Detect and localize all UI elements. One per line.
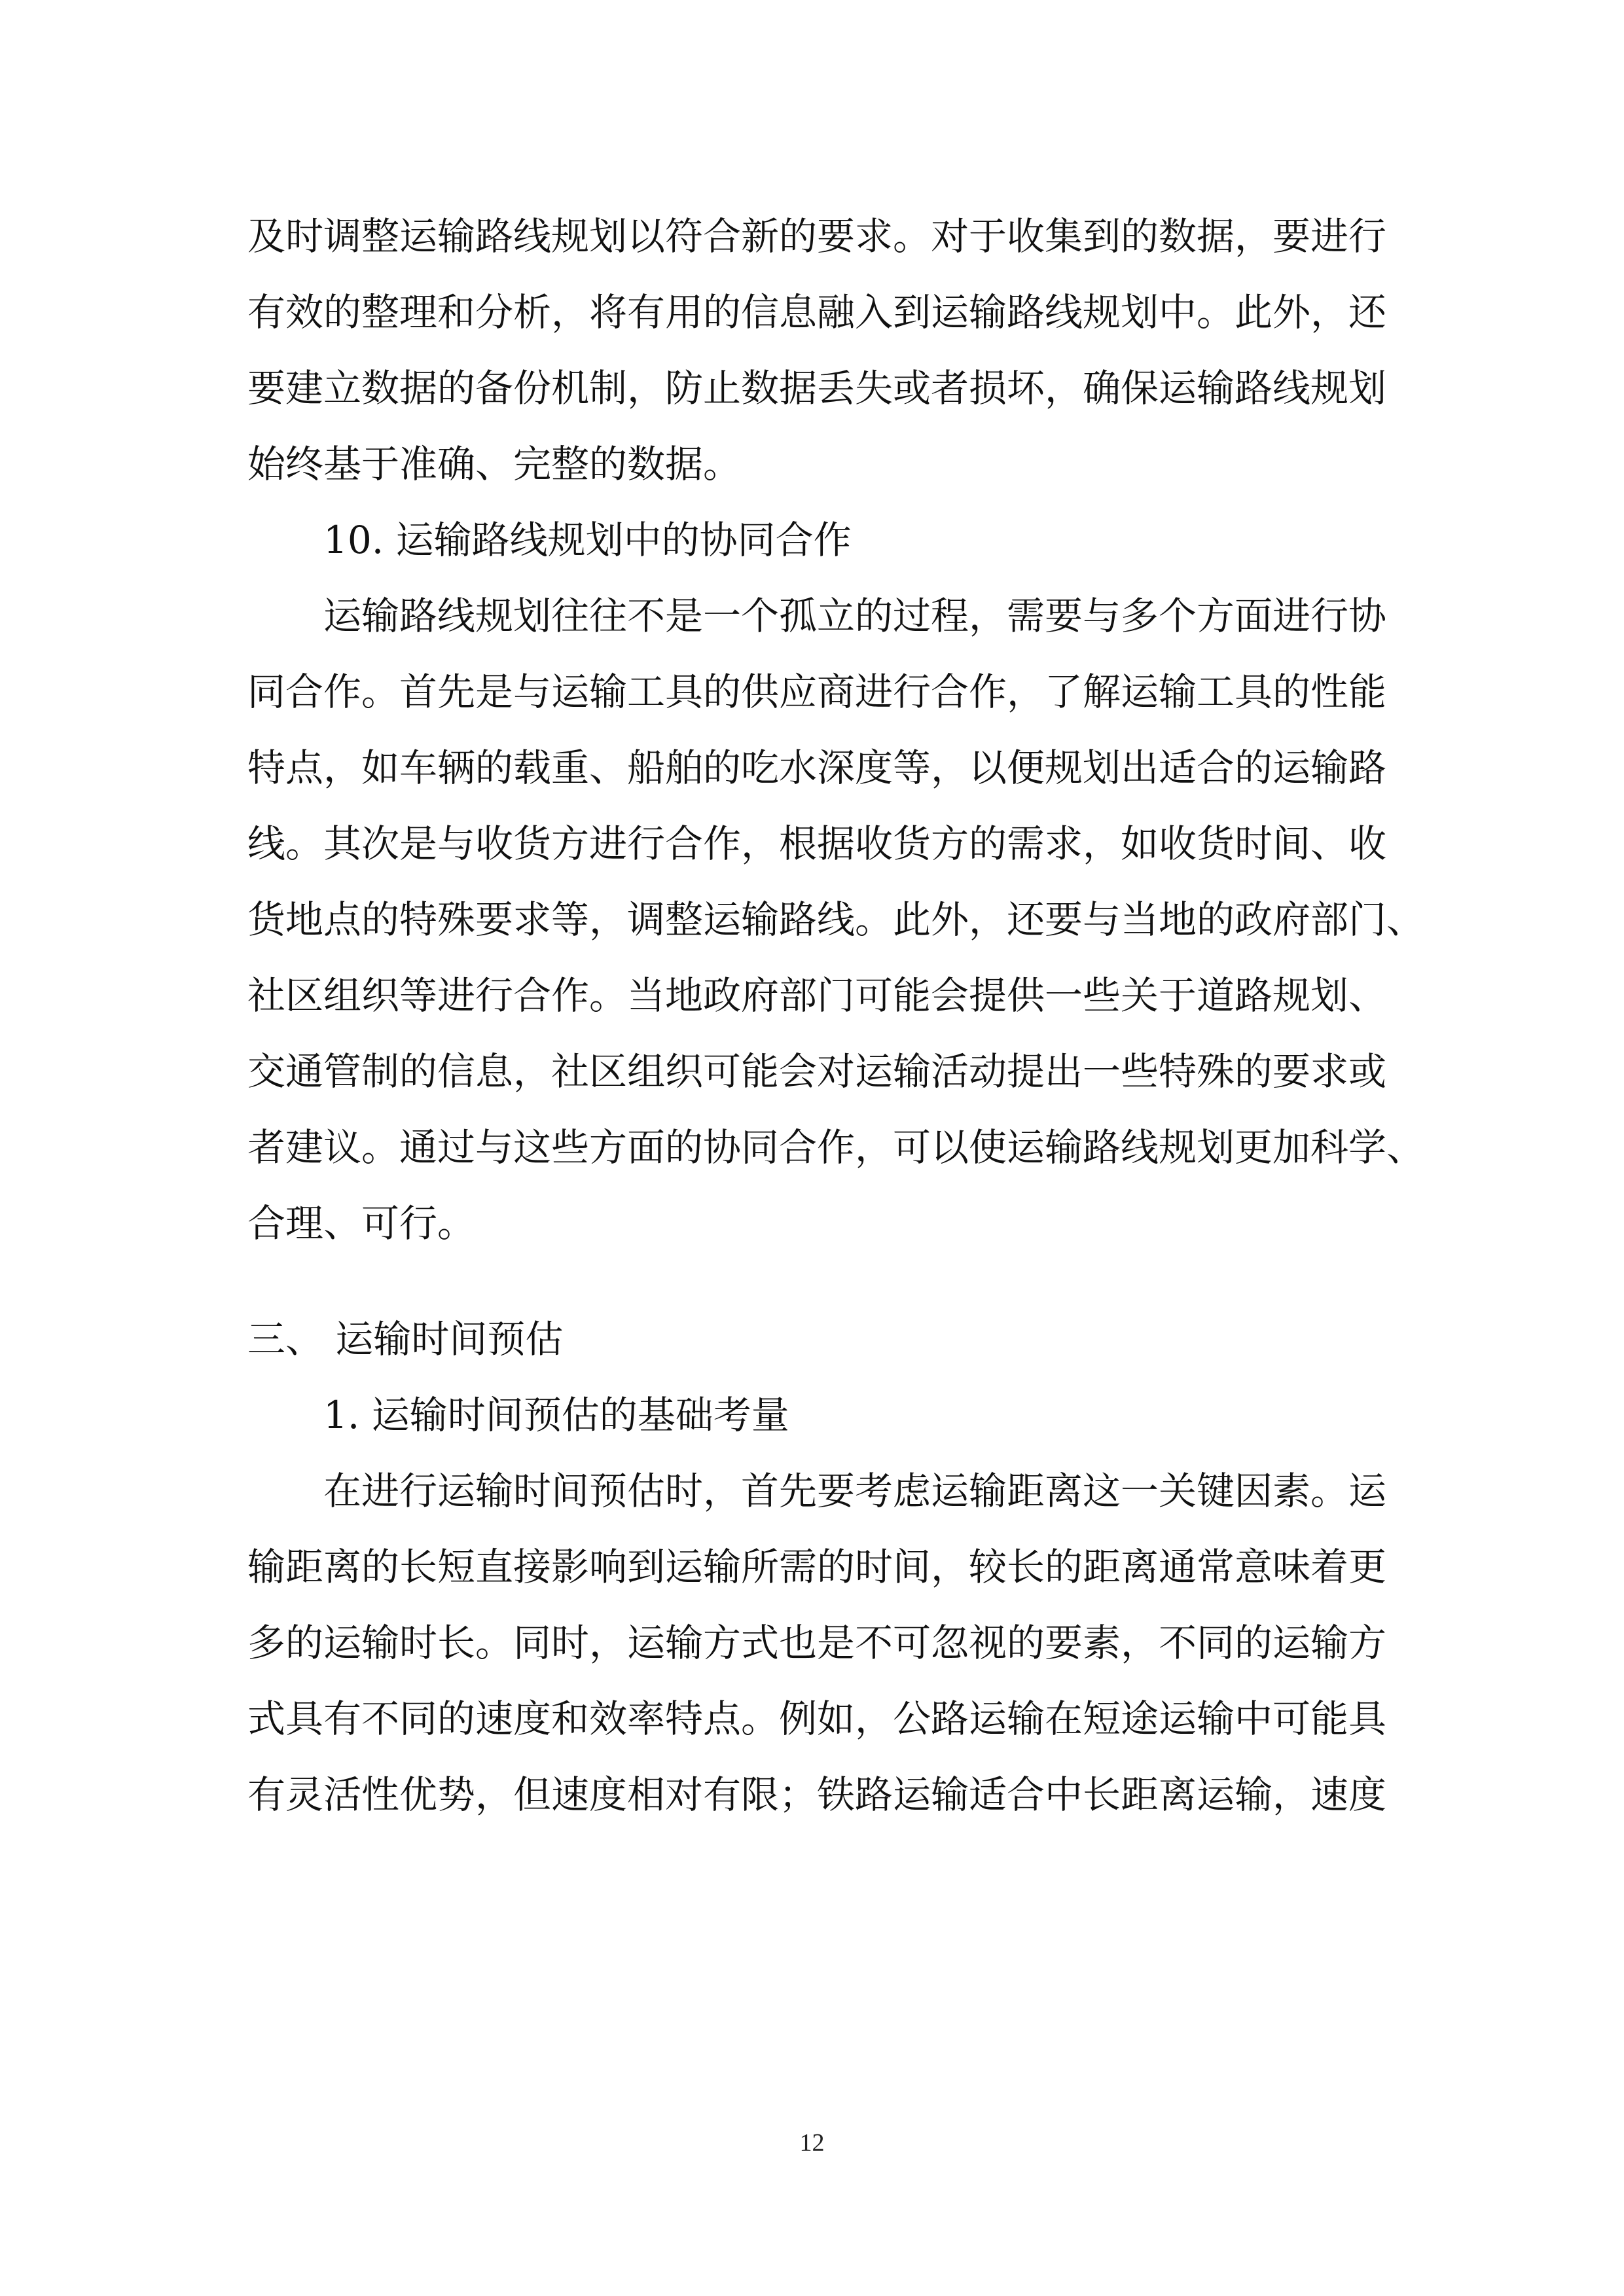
paragraph-line: 线。其次是与收货方进行合作，根据收货方的需求，如收货时间、收 [247, 821, 1387, 866]
subheading-collaboration: 10. 运输路线规划中的协同合作 [323, 518, 852, 562]
paragraph-line: 有灵活性优势，但速度相对有限；铁路运输适合中长距离运输，速度 [247, 1772, 1387, 1817]
paragraph-line: 式具有不同的速度和效率特点。例如，公路运输在短途运输中可能具 [247, 1696, 1387, 1741]
paragraph-line: 者建议。通过与这些方面的协同合作，可以使运输路线规划更加科学、 [247, 1125, 1425, 1170]
paragraph-line: 输距离的长短直接影响到运输所需的时间，较长的距离通常意味着更 [247, 1545, 1387, 1589]
paragraph-line: 多的运输时长。同时，运输方式也是不可忽视的要素，不同的运输方 [247, 1621, 1387, 1665]
paragraph-line: 货地点的特殊要求等，调整运输路线。此外，还要与当地的政府部门、 [247, 897, 1425, 942]
paragraph-line: 及时调整运输路线规划以符合新的要求。对于收集到的数据，要进行 [247, 214, 1387, 259]
paragraph-line: 运输路线规划往往不是一个孤立的过程，需要与多个方面进行协 [323, 594, 1387, 638]
paragraph-line: 要建立数据的备份机制，防止数据丢失或者损坏，确保运输路线规划 [247, 366, 1387, 410]
subheading-basic-considerations: 1. 运输时间预估的基础考量 [323, 1393, 789, 1437]
paragraph-line: 合理、可行。 [247, 1201, 476, 1246]
paragraph-line: 始终基于准确、完整的数据。 [247, 442, 742, 486]
page-number: 12 [799, 2129, 825, 2157]
paragraph-line: 有效的整理和分析，将有用的信息融入到运输路线规划中。此外，还 [247, 290, 1387, 334]
paragraph-line: 在进行运输时间预估时，首先要考虑运输距离这一关键因素。运 [323, 1469, 1387, 1513]
section-heading: 三、 运输时间预估 [247, 1317, 564, 1361]
paragraph-line: 交通管制的信息，社区组织可能会对运输活动提出一些特殊的要求或 [247, 1049, 1387, 1094]
paragraph-line: 社区组织等进行合作。当地政府部门可能会提供一些关于道路规划、 [247, 973, 1387, 1018]
paragraph-line: 特点，如车辆的载重、船舶的吃水深度等，以便规划出适合的运输路 [247, 745, 1387, 790]
paragraph-line: 同合作。首先是与运输工具的供应商进行合作，了解运输工具的性能 [247, 670, 1387, 714]
